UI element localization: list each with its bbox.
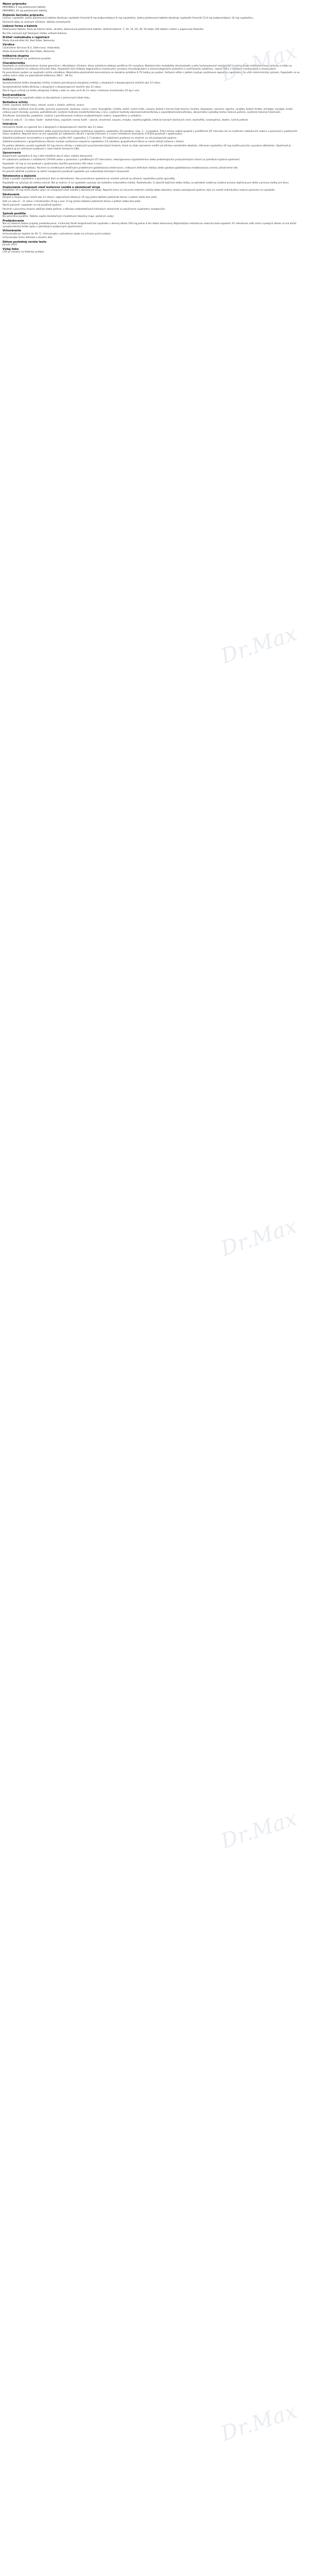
section-paragraph: Po podaní alkoholu vyvolal rupatadín 10 mg mierne účinky v niektorých psychomotorických testoch, ktoré sa však významne nelíšili od účinkov samotného alkoholu. Užívanie rupatadínu 20 mg zvýšilo poruchu vyvolanú alkoholom. Opatrnosť je potrebná aj pri súčasnom podávaní s inými liekmi tlmiacimi CNS. (3, 145, 291, 150)
section-paragraph: Zriedkavé: tachykardia, palpitácie, reakcie z precitlivenosti (vrátane anafylaktických reakcií, angioedému a urtikárie). (3, 115, 142, 118)
section-paragraph: Súbežné podávanie simvastatínu a rupatadínu zvýšilo AUC rupatadínu 1,7-násobne. Pri súbežnom podávaní so statínmi sa má postupovať opatrne. (3, 137, 177, 140)
section-heading: Výrobca (3, 43, 14, 47)
section (3, 230, 301, 240)
section-paragraph: Nie sú hlásené žiadne prípady predávkovania. V klinickej štúdii bezpečnosti bol rupatadín v dennej dávke 100 mg počas 6 dní dobre tolerovaný. Najčastejšou nežiaducou reakciou bola ospalosť. Pri náhodnom užití veľmi vysokých dávok sa má začať symptomatická liečba spolu s potrebnými podpornými opatreniami. (3, 223, 297, 228)
section (3, 241, 301, 247)
section-paragraph: Stada Arzneimittel AG, Bad Vilbel, Nemecko (3, 39, 55, 42)
section-heading: Indikačná skupina (3, 54, 29, 58)
section-heading: Interakcie (3, 123, 18, 126)
section-heading: Kontraindikácie (3, 93, 26, 97)
section (3, 14, 301, 24)
section-paragraph: Rupatadín 10 mg nemá žiadny vplyv na schopnosť viesť vozidlá a obsluhovať stroje. Napriek tomu sa má pred vedením vozidla alebo obsluhou strojov postupovať opatrne, kým sa nezistí individuálna reakcia pacienta na rupatadín. (3, 189, 276, 192)
section-heading: Charakteristika (3, 61, 25, 65)
section-paragraph: Údaje o použití rupatadínu u gravidných žien sú obmedzené. Ako preventívne opatrenie je vhodné vyhnúť sa užívaniu rupatadínu počas gravidity. (3, 178, 176, 181)
section-heading: Uchovávanie (3, 229, 21, 233)
section-paragraph: Centrafarm Services B.V., Etten-Leur, Holandsko (3, 46, 60, 49)
section-heading: Predávkovanie (3, 219, 24, 223)
watermark-logo: Dr.Max (218, 1214, 301, 1261)
section (3, 94, 301, 100)
section-heading: Nežiaduce účinky (3, 100, 28, 104)
section-heading: Dátum poslednej revízie textu (3, 240, 47, 244)
section-paragraph: Liečivo: rupatadín. Jedna potahovaná tableta obsahuje rupatadín fumarát 8 mg zodpovedajúce 6 mg rupatadínu. Jedna potahovaná tableta obsahuje rupatadín fumarát 12,8 mg zodpovedajúce 10 mg rupatadínu. (3, 17, 254, 20)
section-paragraph: Pomocné látky so známym účinkom: laktóza monohydrát. (3, 21, 71, 24)
section (3, 175, 301, 185)
watermark-logo: Dr.Max (218, 2399, 301, 2446)
section-heading: Ovplyvnenie schopnosti viesť motorové vozidlá a obsluhovať stroje (3, 185, 100, 189)
section-paragraph: Starší pacienti: rupatadín sa má používať opatrne. (3, 204, 62, 207)
section-paragraph: Dospelí a dospievajúci (starší ako 12 rokov): odporúčaná dávka je 10 mg (jedna tableta) jedenkrát denne s jedlom alebo bez jedla. (3, 196, 158, 199)
section (3, 101, 301, 122)
section-paragraph: Pri porúch obličiek a pečene sa zatiaľ neodporúča používať rupatadín pre nedostatok klinických skúseností. (3, 171, 130, 174)
section-paragraph: Časté: ospalosť, bolesť hlavy, závrat, sucho v ústach, asténia, únava. (3, 104, 85, 107)
section-paragraph: Symptomatická liečba alergickej rinitídy (vrátane perzistujúcej alergickej rinitídy) u dospelých a dospievajúcich starších ako 12 rokov. (3, 81, 161, 84)
section-paragraph: Deti vo veku 6 – 11 rokov s hmotnosťou 25 kg a viac: 6 mg (jedna tableta) jedenkrát denne s jedlom alebo bez jedla. (3, 200, 141, 203)
section-heading: Držiteľ rozhodnutia o registrácii (3, 36, 49, 40)
watermark-logo: Dr.Max (218, 621, 301, 669)
section (3, 248, 301, 254)
section-paragraph: Bezpečnosť rupatadínu 6 mg u detí mladších ako 6 rokov nebola stanovená. (3, 155, 93, 158)
section-heading: Lieková forma a balenie (3, 25, 38, 28)
section-paragraph: Súbežné podávanie s grapefruitovou šťavou zvyšuje systémovú expozíciu rupatadínu 3,5-násobne; grapefruitová šťava sa nemá užívať súčasne s liekom. (3, 141, 185, 144)
section (3, 123, 301, 150)
section-paragraph: Interakčné štúdie sa vykonali len u dospelých a dospievajúcich starších ako 12 rokov. (3, 126, 104, 129)
section-paragraph: Pri súbežnom podávaní s inhibítormi CYP3A4 alebo u pacientov s predĺženým QT intervalom, nekorigovanou hypokaliémiou alebo prebiehajúcimi proarytmickými stavmi je potrebná zvýšená opatrnosť. (3, 159, 240, 162)
watermark-logo: Dr.Max (218, 1806, 301, 1854)
section (3, 220, 301, 229)
section (3, 3, 301, 13)
section (3, 152, 301, 174)
section-heading: Názov prípravku (3, 3, 27, 6)
section-paragraph: U detí vo veku 6 – 11 rokov: časté – bolesť hlavy, ospalosť; menej časté – závrat, nevoľnosť, nauzea, chrípka, nazofaryngitída, infekcia horných dýchacích ciest, eozinofília, neutropénia, ekzém, nočné potenie. (3, 118, 249, 122)
section-heading: Spôsob použitia (3, 212, 26, 215)
section-heading: Upozornenie (3, 151, 21, 155)
section-paragraph: Sila 6 mg je určená na liečbu alergickej rinitídy u detí vo veku od 6 do 11 rokov s telesnou hmotnosťou 25 kg a viac. (3, 90, 140, 93)
section-paragraph: Precitlivenosť na rupatadín alebo na ktorúkoľvek z pomocných látok lieku. (3, 97, 91, 100)
section-paragraph: Rupatadín je antihistaminikum druhej generácie s dlhodobým účinkom, ktorý selektívne blokuje periférne H1 receptory. Niektoré jeho metabolity (desloratadín a jeho hydroxylované metabolity) si zachovávajú antihistamínovú aktivitu a môžu sa čiastočne podieľať na celkovej účinnosti lieku. Rupatadín tiež inhibuje degranuláciu mastocytov vyvolanú imunologickými a neimunologickými podnetmi a uvoľňovanie cytokínov, najmä TNFα v ľudských mastocytoch a monocytoch. (3, 65, 292, 71)
section (3, 44, 301, 54)
section-heading: Zloženie liečivého prípravku (3, 13, 44, 17)
section-paragraph: Potahovaná tableta. Biela až takmer biela, okrúhla, bikonvexná potahovaná tableta. Veľkosť balenia: 7, 10, 14, 20, 30, 50 alebo 100 tabliet v blistri v papierovej škatuľke. (3, 28, 204, 31)
section-paragraph: Liek je viazaný na lekársky predpis. (3, 251, 45, 254)
section (3, 187, 301, 192)
section-paragraph: Na trhu nemusia byť dostupné všetky veľkosti balenia. (3, 32, 67, 35)
section-paragraph: Na perorálne použitie. Tabletu zapite dostatočným množstvom tekutiny (napr. pohárom vody). (3, 215, 115, 218)
section (3, 37, 301, 42)
section-paragraph: Rupatadín obsahuje laktózu. Pacienti so zriedkavými dedičnými problémami galaktózovej intolerancie, celkovým deficitom laktázy alebo glukózo-galaktózovou malabsorpciou nesmú užívať tento liek. (3, 166, 238, 170)
section-paragraph: Menej časté: zvýšená chuť do jedla, poruchy pozornosti, epistaxa, sucho v nose, faryngitída, rinitída, kašeľ, suché hrdlo, nauzea, bolesť v hornej časti brucha, hnačka, dyspepsia, vracanie, zápcha, vyrážka, bolesť chrbta, artralgia, myalgia, smäd, celkový pocit choroby, pyrexia, podráždenosť, zvýšené hodnoty kreatínfosfokinázy v krvi, zvýšené hodnoty alanínaminotransferázy a aspartátaminotransferázy, abnormálne výsledky testov funkcie pečene, zvýšenie telesnej hmotnosti. (3, 108, 293, 114)
section (3, 194, 301, 211)
section-paragraph: Pacienti s poruchou funkcie obličiek alebo pečene: z dôvodu nedostatočných klinických skúseností sa používanie rupatadínu neodporúča. (3, 208, 166, 211)
section-paragraph: Symptomatická liečba žihľavky u dospelých a dospievajúcich starších ako 12 rokov. (3, 86, 102, 89)
section (3, 55, 301, 61)
section-paragraph: Po perorálnom podaní sa rupatadín rýchlo vstrebáva. Maximálna plazmatická koncentrácia sa dosiahne približne 0,75 hodiny po podaní. Súčasné užitie s jedlom zvyšuje systémovú expozíciu rupatadínu, čo však nemá klinický význam. Rupatadín sa vo veľkej miere viaže na plazmatické bielkoviny (98,5 – 99 %). (3, 72, 300, 77)
section-paragraph: Rupatadín sa vylučuje do mlieka zvierat. Nie je známe, či sa rupatadín vylučuje do ľudského materského mlieka. Rozhodnutie, či ukončiť dojčenie alebo liečbu, je potrebné urobiť po zvážení prínosu dojčenia pre dieťa a prínosu liečby pre ženu. (3, 182, 289, 185)
watermark-logo: Dr.Max (218, 39, 301, 87)
section-paragraph: Stada Arzneimittel AG, Bad Vilbel, Nemecko (3, 50, 55, 54)
section-paragraph: MIRAMBEL 10 mg potahované tablety (3, 10, 47, 13)
section (3, 25, 301, 35)
section-heading: Výdaj lieku (3, 247, 19, 251)
section-paragraph: Uchovávajte pri teplote do 30 °C. Uchovávajte v pôvodnom obale na ochranu pred svetlom. (3, 232, 112, 235)
section-paragraph: Január 2023 (3, 244, 17, 247)
section-paragraph: Súbežné užívanie s ketokonazolom alebo erytromycínom zvyšuje systémovú expozíciu rupatadínu 10-násobne, resp. 2 – 3-násobne. Tieto zmeny neboli spojené s predĺžením QT intervalu ani so zvýšením nežiaducich reakcií v porovnaní s podávaním liekov osobitne. Napriek tomu sa má rupatadín pri súbežnom užívaní s týmito liečivami a s inými inhibítormi izoenzýmu CYP3A4 používať s opatrnosťou. (3, 130, 298, 136)
section-paragraph: Rupatadín 10 mg sa má podávať s opatrnosťou starším pacientom (65 rokov a viac). (3, 163, 103, 165)
section (3, 62, 301, 78)
section (3, 213, 301, 218)
section-heading: Tehotenstvo a dojčenie (3, 174, 37, 178)
section-heading: Dávkovanie (3, 193, 20, 196)
section-paragraph: Antihistaminikum na systémové použitie. (3, 58, 52, 61)
section (3, 79, 301, 92)
leaflet-sections (3, 3, 301, 254)
section-paragraph: MIRAMBEL 6 mg potahované tablety (3, 6, 46, 9)
section-heading: Indikácie (3, 78, 16, 82)
section-paragraph: Uchovávajte mimo dohľadu a dosahu detí. (3, 236, 53, 240)
